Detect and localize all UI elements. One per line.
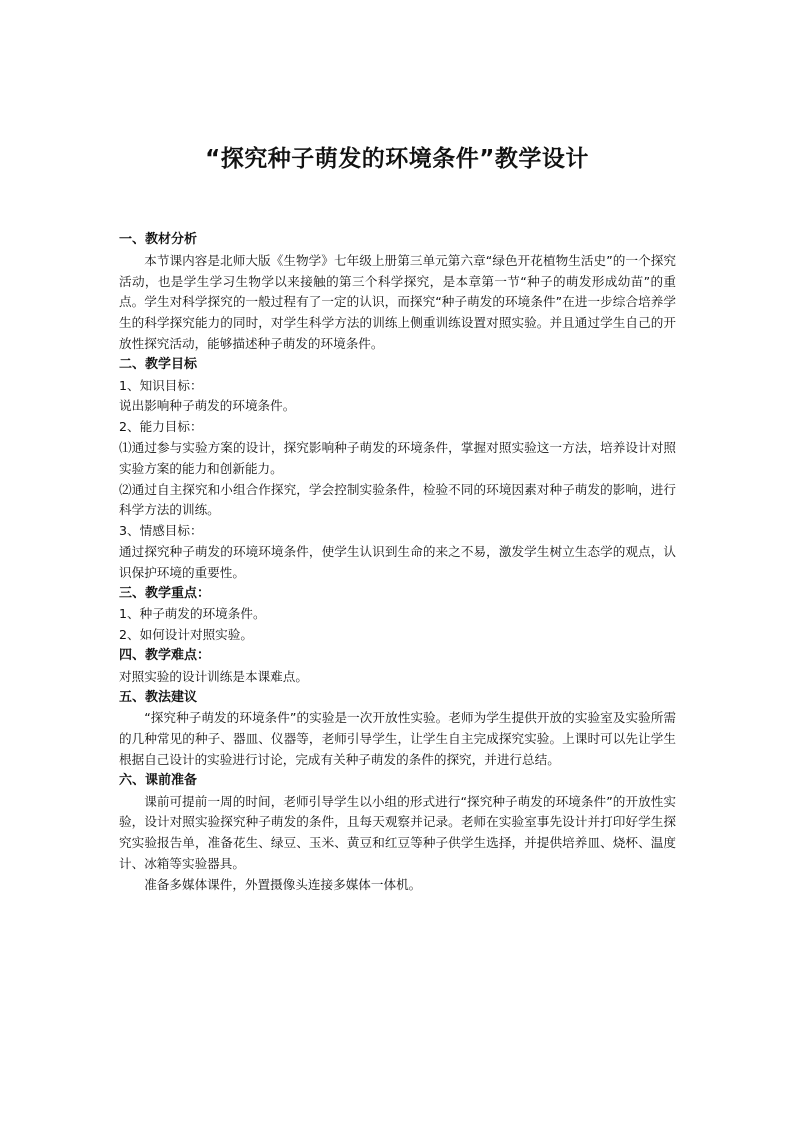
ability-objective-label: 2、能力目标： bbox=[119, 419, 203, 435]
document-title: “探究种子萌发的环境条件”教学设计 bbox=[205, 146, 589, 172]
knowledge-objective-text: 说出影响种子萌发的环境条件。 bbox=[119, 398, 296, 414]
document-body bbox=[119, 230, 676, 896]
section-heading-teaching-objectives: 二、教学目标 bbox=[119, 356, 198, 372]
teaching-method-paragraph: “探究种子萌发的环境条件”的实验是一次开放性实验。老师为学生提供开放的实验室及实验所需的几种常见的种子、器皿、仪器等，老师引导学生，让学生自主完成探究实验。上课时可以先让学生根据自己设计的实验进行讨论，完成有关种子萌发的条件的探究，并进行总结。 bbox=[119, 710, 676, 767]
knowledge-objective-label: 1、知识目标： bbox=[119, 377, 203, 393]
section-heading-difficulties: 四、教学难点： bbox=[119, 647, 211, 663]
preparation-paragraph-1: 课前可提前一周的时间，老师引导学生以小组的形式进行“探究种子萌发的环境条件”的开放性实验，设计对照实验探究种子萌发的条件，且每天观察并记录。老师在实验室事先设计并打印好学生探究实验报告单，准备花生、绿豆、玉米、黄豆和红豆等种子供学生选择，并提供培养皿、烧杯、温度计、冰箱等实验器具。 bbox=[119, 793, 676, 871]
key-point-item-1: 1、种子萌发的环境条件。 bbox=[119, 606, 266, 622]
section-heading-teaching-method: 五、教法建议 bbox=[119, 689, 198, 705]
ability-objective-item-1: ⑴通过参与实验方案的设计，探究影响种子萌发的环境条件，掌握对照实验这一方法，培养设计对照实验方案的能力和创新能力。 bbox=[119, 439, 676, 476]
ability-objective-item-2: ⑵通过自主探究和小组合作探究，学会控制实验条件，检验不同的环境因素对种子萌发的影响，进行科学方法的训练。 bbox=[119, 481, 676, 518]
emotional-objective-label: 3、情感目标： bbox=[119, 523, 203, 539]
emotional-objective-text: 通过探究种子萌发的环境环境条件，使学生认识到生命的来之不易，激发学生树立生态学的观点，认识保护环境的重要性。 bbox=[119, 543, 676, 580]
difficulty-text: 对照实验的设计训练是本课难点。 bbox=[119, 668, 308, 684]
textbook-analysis-paragraph: 本节课内容是北师大版《生物学》七年级上册第三单元第六章“绿色开花植物生活史”的一个探究活动，也是学生学习生物学以来接触的第三个科学探究，是本章第一节“种子的萌发形成幼苗”的重点。学生对科学探究的一般过程有了一定的认识，而探究“种子萌发的环境条件”在进一步综合培养学生的科学探究能力的同时，对学生科学方法的训练上侧重训练设置对照实验。并且通过学生自己的开放性探究活动，能够描述种子萌发的环境条件。 bbox=[119, 252, 676, 351]
key-point-item-2: 2、如何设计对照实验。 bbox=[119, 627, 253, 643]
section-heading-preparation: 六、课前准备 bbox=[119, 772, 198, 788]
section-heading-textbook-analysis: 一、教材分析 bbox=[119, 232, 198, 247]
preparation-paragraph-2: 准备多媒体课件，外置摄像头连接多媒体一体机。 bbox=[144, 876, 422, 892]
section-heading-key-points: 三、教学重点： bbox=[119, 585, 211, 601]
